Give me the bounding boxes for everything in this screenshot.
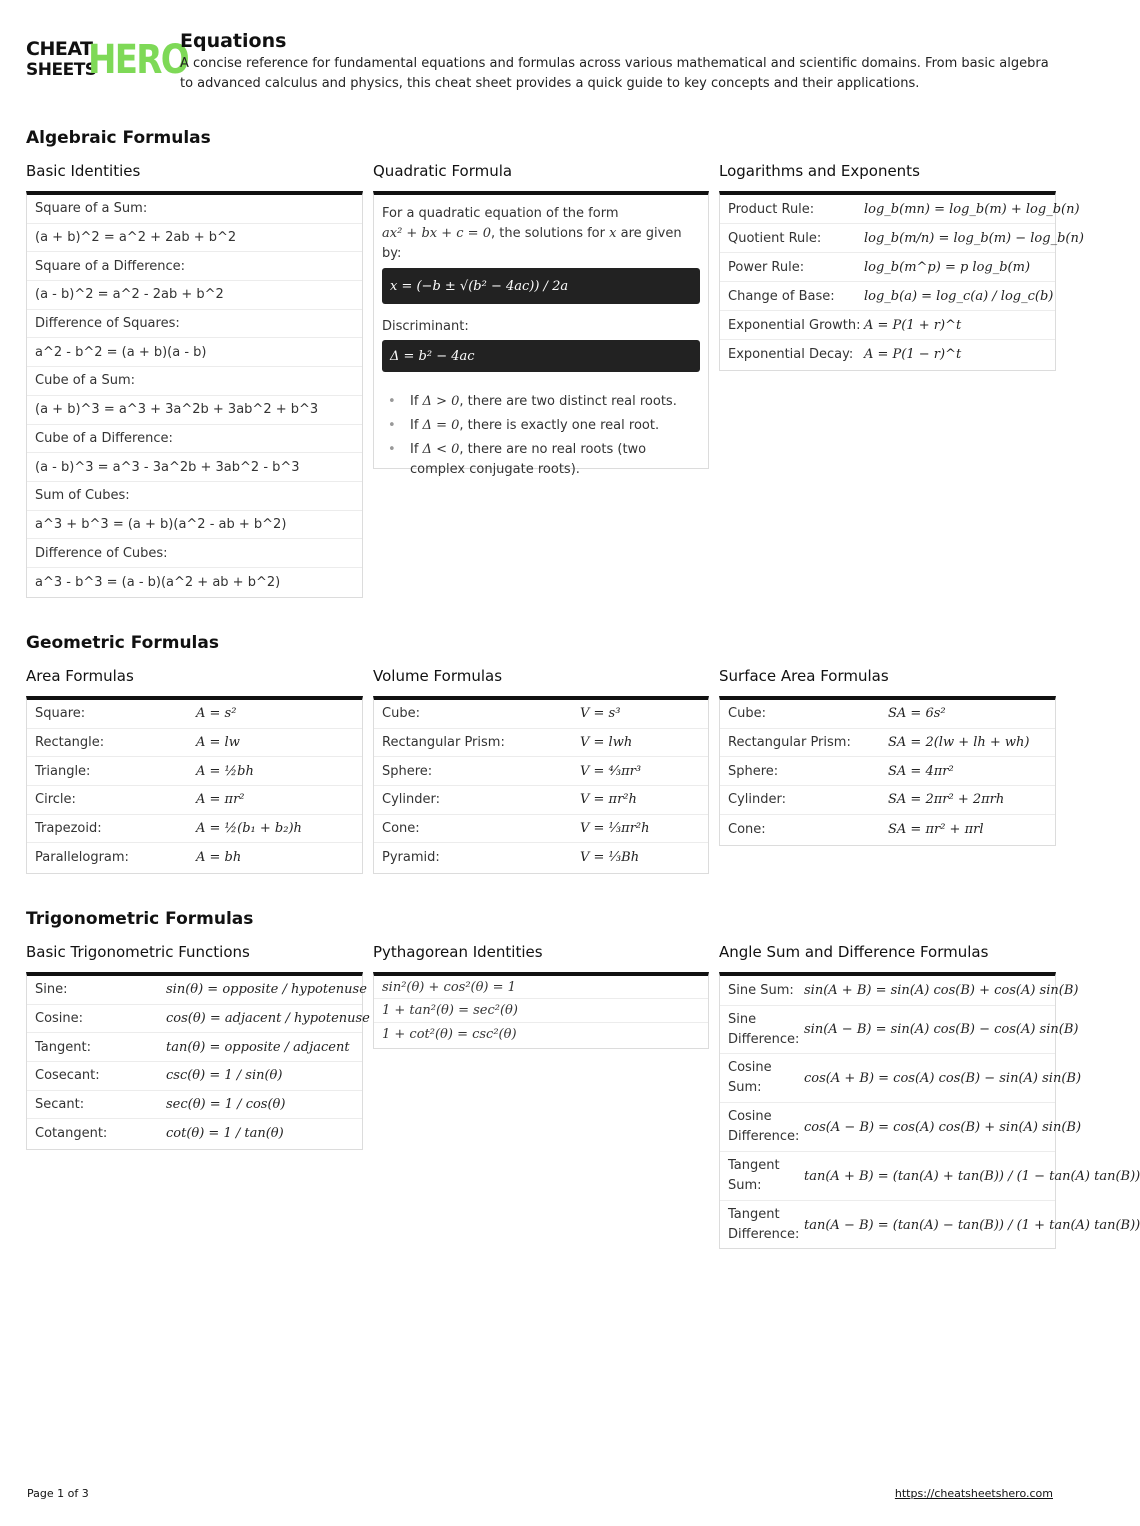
- trig-row-label: Cosecant:: [35, 1068, 100, 1084]
- trig-row-label: Secant:: [35, 1097, 85, 1113]
- card-title-pythagorean: Pythagorean Identities: [373, 943, 543, 961]
- discriminant-case: [388, 416, 700, 436]
- log-rule-row-label: Change of Base:: [728, 288, 835, 304]
- logarithm-rules-list: [720, 195, 1084, 369]
- log-rule-row-label: Exponential Decay:: [728, 347, 854, 362]
- logo-cheat-text: CHEAT: [26, 38, 93, 60]
- pythagorean-row: [374, 999, 708, 1022]
- area-row-label: Triangle:: [35, 763, 91, 779]
- identity-row: [27, 511, 362, 540]
- surface-row: [720, 700, 1055, 729]
- trig-row-formula: cot(θ) = 1 / tan(θ): [166, 1126, 284, 1142]
- basic-identities-list: [27, 195, 362, 597]
- volume-row-label: Cone:: [382, 821, 420, 837]
- quadratic-form: ax² + bx + c = 0: [382, 226, 491, 241]
- identity-row: [27, 453, 362, 482]
- section-title-algebra: Algebraic Formulas: [26, 128, 211, 148]
- angle-row-label: Tangent Sum:: [728, 1158, 780, 1193]
- area-row-formula: A = πr²: [196, 792, 245, 808]
- area-row-formula: A = s²: [196, 706, 237, 722]
- pythagorean-row: [374, 1023, 708, 1046]
- identity-row-text: a^2 - b^2 = (a + b)(a - b): [35, 344, 207, 360]
- card-angle-sum-difference: [719, 972, 1140, 1249]
- surface-row-label: Cone:: [728, 821, 766, 837]
- quadratic-intro-text: For a quadratic equation of the form: [382, 206, 619, 221]
- page-title: Equations: [180, 30, 287, 52]
- angle-row-formula: cos(A − B) = cos(A) cos(B) + sin(A) sin(B): [804, 1119, 1082, 1135]
- volume-row-label: Rectangular Prism:: [382, 735, 505, 751]
- case-condition: Δ > 0: [422, 394, 460, 409]
- volume-row: [374, 700, 708, 729]
- volume-row-formula: V = ⅓πr²h: [580, 821, 650, 837]
- volume-row-label: Pyramid:: [382, 850, 440, 866]
- case-text-after: , there are no real roots (two complex conjugate roots).: [410, 442, 647, 477]
- cheatsheetshero-logo[interactable]: [26, 37, 188, 84]
- angle-row-formula: sin(A + B) = sin(A) cos(B) + cos(A) sin(B): [804, 983, 1079, 998]
- surface-row-label: Cube:: [728, 706, 766, 722]
- log-rule-row-formula: A = P(1 − r)^t: [864, 347, 962, 362]
- trig-row: [27, 1119, 362, 1148]
- identity-row-text: a^3 - b^3 = (a - b)(a^2 + ab + b^2): [35, 574, 281, 590]
- card-quadratic-formula: [373, 191, 709, 477]
- page-number: Page 1 of 3: [27, 1487, 89, 1500]
- identity-row-text: Difference of Squares:: [35, 316, 180, 332]
- angle-row: [720, 1152, 1140, 1201]
- identity-row: [27, 367, 362, 396]
- surface-row-formula: SA = 2πr² + 2πrh: [888, 792, 1005, 808]
- volume-row-formula: V = lwh: [580, 735, 633, 751]
- card-volume-formulas: [373, 696, 709, 874]
- volume-row: [374, 729, 708, 758]
- angle-row: [720, 1103, 1082, 1152]
- log-rule-row-formula: log_b(mn) = log_b(m) + log_b(n): [864, 201, 1080, 217]
- identity-row: [27, 252, 362, 281]
- quadratic-intro-text-2: , the solutions for: [490, 226, 605, 241]
- area-row: [27, 757, 362, 786]
- trig-row: [27, 1062, 362, 1091]
- identity-row: [27, 482, 362, 511]
- quadratic-formula-box: x = (−b ± √(b² − 4ac)) / 2a: [382, 268, 700, 304]
- card-basic-trig-functions: [26, 972, 370, 1150]
- volume-row-formula: V = πr²h: [580, 792, 637, 808]
- identity-row: [27, 539, 362, 568]
- surface-row-formula: SA = πr² + πrl: [888, 821, 984, 837]
- identity-row: [27, 310, 362, 339]
- surface-row-formula: SA = 2(lw + lh + wh): [888, 735, 1030, 751]
- log-rule-row: [720, 311, 1055, 340]
- discriminant-label: Discriminant:: [382, 319, 469, 334]
- log-rule-row-label: Exponential Growth:: [728, 317, 861, 333]
- log-rule-row-formula: A = P(1 + r)^t: [864, 317, 962, 333]
- log-rule-row: [720, 282, 1055, 311]
- area-row-label: Parallelogram:: [35, 850, 129, 866]
- identity-row-text: Square of a Sum:: [35, 201, 148, 217]
- quadratic-intro-text-3: are given by:: [382, 226, 682, 261]
- log-rule-row-label: Power Rule:: [728, 259, 805, 275]
- identity-row-text: (a + b)^2 = a^2 + 2ab + b^2: [35, 230, 237, 246]
- card-basic-identities: [26, 191, 363, 598]
- card-area-formulas: [26, 696, 363, 874]
- case-condition: Δ < 0: [422, 442, 460, 457]
- area-row-label: Trapezoid:: [35, 821, 102, 837]
- angle-row-formula: cos(A + B) = cos(A) cos(B) − sin(A) sin(B): [804, 1070, 1082, 1086]
- card-title-quadratic: Quadratic Formula: [373, 162, 513, 180]
- volume-row-label: Cube:: [382, 706, 420, 722]
- angle-row: [720, 1006, 1079, 1054]
- trig-row: [27, 1033, 362, 1062]
- identity-row: [27, 338, 362, 367]
- identity-row-text: Sum of Cubes:: [35, 488, 130, 504]
- log-rule-row: [720, 340, 1055, 369]
- identity-row-text: Cube of a Difference:: [35, 430, 173, 446]
- trig-row-formula: sec(θ) = 1 / cos(θ): [166, 1097, 286, 1113]
- trig-functions-list: [27, 976, 370, 1148]
- area-row: [27, 843, 362, 872]
- log-rule-row-formula: log_b(a) = log_c(a) / log_c(b): [864, 288, 1054, 304]
- discriminant-case: [388, 440, 700, 480]
- surface-row: [720, 786, 1055, 815]
- case-text-before: If: [410, 418, 423, 433]
- site-link[interactable]: https://cheatsheetshero.com: [894, 1487, 1053, 1500]
- log-rule-row-formula: log_b(m^p) = p log_b(m): [864, 259, 1031, 275]
- trig-row: [27, 1091, 362, 1120]
- pythagorean-row-text: sin²(θ) + cos²(θ) = 1: [382, 979, 516, 995]
- log-rule-row: [720, 224, 1084, 253]
- angle-formulas-list: [720, 976, 1140, 1249]
- volume-formulas-list: [374, 700, 708, 872]
- surface-area-formulas-list: [720, 700, 1055, 843]
- surface-row-label: Rectangular Prism:: [728, 735, 851, 751]
- case-text-before: If: [410, 442, 423, 457]
- volume-row-formula: V = s³: [580, 706, 621, 722]
- volume-row-label: Sphere:: [382, 763, 433, 779]
- log-rule-row: [720, 195, 1080, 224]
- surface-row: [720, 729, 1055, 758]
- area-formulas-list: [27, 700, 362, 872]
- angle-row-label: Sine Sum:: [728, 982, 794, 998]
- area-row-formula: A = lw: [196, 735, 240, 751]
- volume-row-formula: V = ⁴⁄₃πr³: [580, 763, 642, 779]
- trig-row-formula: cos(θ) = adjacent / hypotenuse: [166, 1011, 370, 1027]
- pythagorean-row: [374, 976, 708, 999]
- angle-row: [720, 1054, 1082, 1103]
- identity-row: [27, 568, 362, 597]
- logo-sheets-text: SHEETS: [26, 60, 97, 80]
- area-row: [27, 786, 362, 815]
- section-title-geometry: Geometric Formulas: [26, 633, 219, 653]
- angle-row: [720, 1201, 1140, 1249]
- section-title-trigonometry: Trigonometric Formulas: [26, 909, 254, 929]
- case-text-after: , there are two distinct real roots.: [459, 394, 677, 409]
- card-logarithms: [719, 191, 1084, 371]
- trig-row-label: Cosine:: [35, 1011, 84, 1027]
- logo-hero-text: HERO: [88, 37, 188, 83]
- area-row: [27, 729, 362, 758]
- case-text-after: , there is exactly one real root.: [459, 418, 660, 433]
- log-rule-row-formula: log_b(m/n) = log_b(m) − log_b(n): [864, 230, 1084, 246]
- area-row-label: Rectangle:: [35, 735, 105, 751]
- page-description: A concise reference for fundamental equations and formulas across various mathematical and scientific domains. From basic algebra to advanced calculus and physics, this cheat sheet provides a quick guide to key concepts and their applications.: [180, 56, 1049, 91]
- identity-row-text: a^3 + b^3 = (a + b)(a^2 - ab + b^2): [35, 516, 287, 532]
- trig-row-formula: sin(θ) = opposite / hypotenuse: [166, 982, 367, 998]
- trig-row-label: Tangent:: [35, 1039, 91, 1055]
- card-title-angle-sum: Angle Sum and Difference Formulas: [719, 943, 989, 961]
- pythagorean-row-text: 1 + tan²(θ) = sec²(θ): [382, 1002, 518, 1018]
- card-surface-area-formulas: [719, 696, 1056, 846]
- surface-row-formula: SA = 6s²: [888, 706, 946, 722]
- angle-row-formula: tan(A + B) = (tan(A) + tan(B)) / (1 − tan(A) tan(B)): [804, 1168, 1140, 1184]
- area-row: [27, 700, 362, 729]
- discriminant-cases-list: [374, 392, 708, 480]
- log-rule-row-label: Product Rule:: [728, 201, 815, 217]
- volume-row: [374, 757, 708, 786]
- area-row-formula: A = ½(b₁ + b₂)h: [196, 821, 302, 837]
- identity-row: [27, 224, 362, 253]
- identity-row: [27, 425, 362, 454]
- surface-row-label: Sphere:: [728, 763, 779, 779]
- identity-row-text: Square of a Difference:: [35, 258, 186, 274]
- angle-row-label: Tangent Difference:: [728, 1207, 800, 1242]
- trig-row-label: Cotangent:: [35, 1126, 108, 1142]
- trig-row-formula: tan(θ) = opposite / adjacent: [166, 1039, 350, 1055]
- card-title-basic-identities: Basic Identities: [26, 162, 141, 180]
- angle-row-formula: tan(A − B) = (tan(A) − tan(B)) / (1 + tan(A) tan(B)): [804, 1217, 1140, 1233]
- identity-row: [27, 281, 362, 310]
- surface-row: [720, 757, 1055, 786]
- surface-row: [720, 815, 1055, 844]
- trig-row-formula: csc(θ) = 1 / sin(θ): [166, 1068, 283, 1084]
- quadratic-intro: [374, 195, 708, 264]
- area-row-label: Square:: [35, 706, 86, 722]
- case-condition: Δ = 0: [422, 418, 460, 433]
- trig-row: [27, 976, 367, 1005]
- log-rule-row: [720, 253, 1055, 282]
- identity-row-text: Difference of Cubes:: [35, 545, 168, 561]
- angle-row-label: Cosine Difference:: [728, 1109, 800, 1144]
- case-text-before: If: [410, 394, 423, 409]
- volume-row: [374, 786, 708, 815]
- surface-row-label: Cylinder:: [728, 792, 786, 808]
- area-row-formula: A = ½bh: [196, 763, 254, 779]
- pythagorean-identities-list: [374, 976, 708, 1046]
- angle-row-formula: sin(A − B) = sin(A) cos(B) − cos(A) sin(B): [804, 1022, 1079, 1037]
- area-row-label: Circle:: [35, 792, 76, 808]
- log-rule-row-label: Quotient Rule:: [728, 230, 822, 246]
- header: [26, 30, 1056, 100]
- identity-row-text: (a + b)^3 = a^3 + 3a^2b + 3ab^2 + b^3: [35, 402, 319, 418]
- identity-row: [27, 195, 362, 224]
- card-title-surface: Surface Area Formulas: [719, 667, 889, 685]
- card-title-basic-trig: Basic Trigonometric Functions: [26, 943, 250, 961]
- volume-row-label: Cylinder:: [382, 792, 440, 808]
- discriminant-case: [388, 392, 700, 412]
- volume-row: [374, 843, 708, 872]
- card-pythagorean-identities: [373, 972, 709, 1049]
- angle-row-label: Cosine Sum:: [728, 1060, 772, 1095]
- area-row: [27, 815, 362, 844]
- angle-row: [720, 976, 1079, 1006]
- surface-row-formula: SA = 4πr²: [888, 763, 954, 779]
- identity-row-text: (a - b)^2 = a^2 - 2ab + b^2: [35, 287, 224, 303]
- area-row-formula: A = bh: [196, 850, 242, 866]
- card-title-area: Area Formulas: [26, 667, 134, 685]
- pythagorean-row-text: 1 + cot²(θ) = csc²(θ): [382, 1026, 517, 1042]
- angle-row-label: Sine Difference:: [728, 1011, 800, 1047]
- card-title-volume: Volume Formulas: [373, 667, 503, 685]
- volume-row: [374, 815, 708, 844]
- identity-row-text: (a - b)^3 = a^3 - 3a^2b + 3ab^2 - b^3: [35, 459, 300, 475]
- card-title-logarithms: Logarithms and Exponents: [719, 162, 920, 180]
- trig-row: [27, 1005, 370, 1034]
- identity-row-text: Cube of a Sum:: [35, 373, 135, 389]
- discriminant-formula-box: Δ = b² − 4ac: [382, 340, 700, 372]
- quadratic-var: x: [609, 226, 617, 241]
- volume-row-formula: V = ⅓Bh: [580, 850, 640, 866]
- trig-row-label: Sine:: [35, 982, 68, 998]
- identity-row: [27, 396, 362, 425]
